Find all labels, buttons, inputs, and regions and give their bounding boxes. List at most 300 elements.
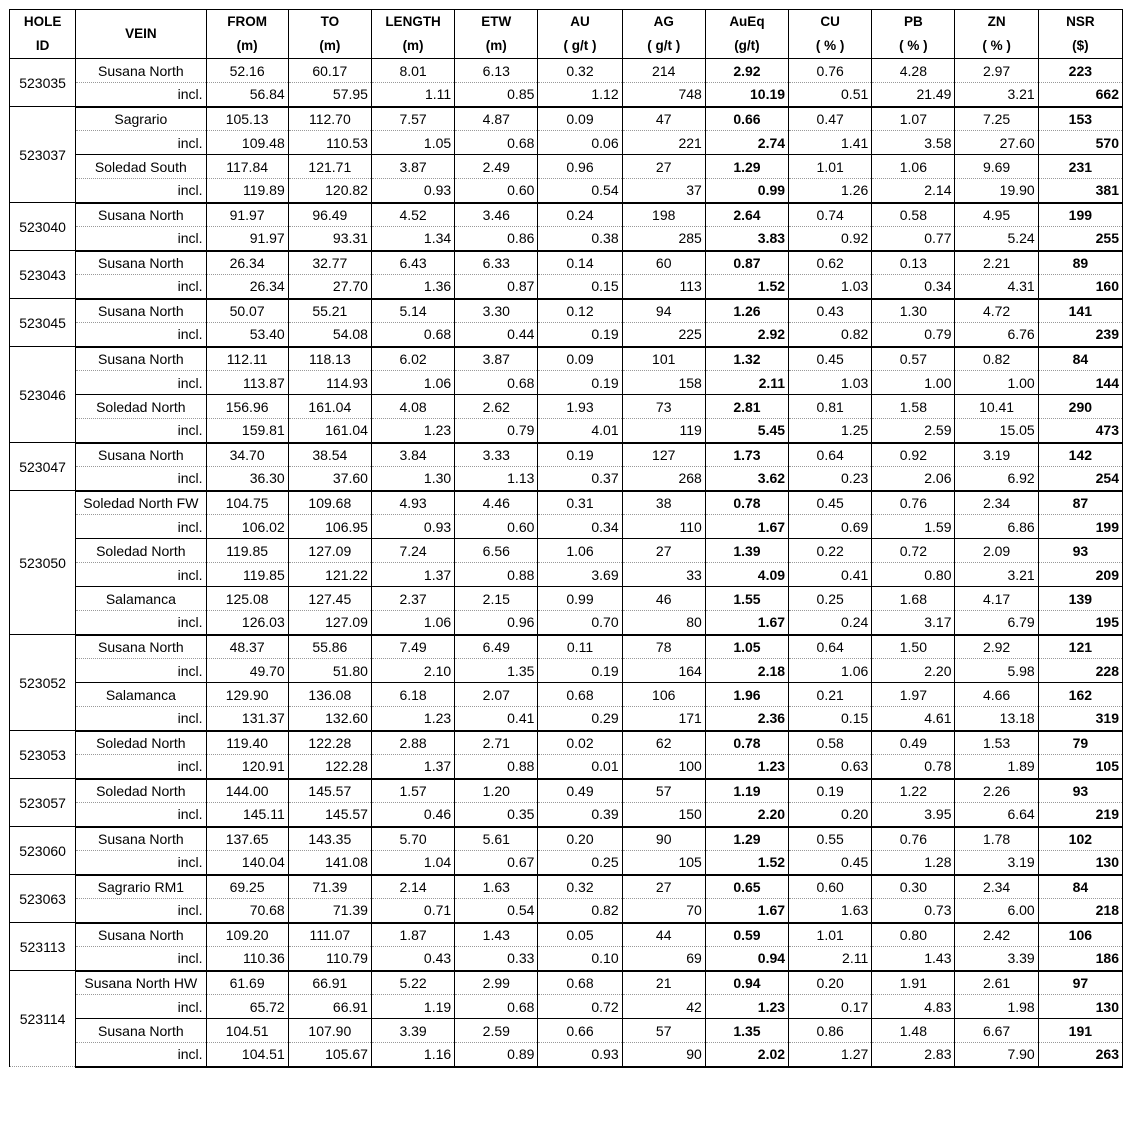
aueq-cell: 1.23	[705, 995, 788, 1019]
ag-cell: 164	[622, 659, 705, 683]
vein-cell: Soledad North	[76, 731, 206, 755]
to-cell: 38.54	[288, 443, 371, 467]
from-cell: 125.08	[206, 587, 288, 611]
nsr-cell: 290	[1038, 395, 1122, 419]
zn-cell: 1.53	[955, 731, 1038, 755]
header-nsr	[1038, 10, 1122, 59]
header-vein-label: VEIN	[125, 26, 157, 41]
table-row	[10, 755, 1123, 779]
hole-id-cell: 523057	[10, 779, 76, 827]
ag-cell: 69	[622, 947, 705, 971]
length-cell: 2.88	[371, 731, 454, 755]
vein-cell: incl.	[76, 995, 206, 1019]
nsr-cell: 84	[1038, 347, 1122, 371]
aueq-cell: 1.39	[705, 539, 788, 563]
table-row	[10, 323, 1123, 347]
table-row	[10, 899, 1123, 923]
from-cell: 137.65	[206, 827, 288, 851]
au-cell: 0.31	[538, 491, 622, 515]
ag-cell: 150	[622, 803, 705, 827]
etw-cell: 0.35	[455, 803, 538, 827]
zn-cell: 4.66	[955, 683, 1038, 707]
etw-cell: 3.30	[455, 299, 538, 323]
aueq-cell: 0.65	[705, 875, 788, 899]
table-row	[10, 947, 1123, 971]
zn-cell: 3.21	[955, 83, 1038, 107]
vein-cell: Susana North	[76, 299, 206, 323]
etw-cell: 2.99	[455, 971, 538, 995]
hole-id-cell: 523063	[10, 875, 76, 923]
from-cell: 104.51	[206, 1043, 288, 1067]
aueq-cell: 0.94	[705, 947, 788, 971]
au-cell: 0.09	[538, 347, 622, 371]
nsr-cell: 79	[1038, 731, 1122, 755]
cu-cell: 0.64	[789, 635, 872, 659]
header-au-label: AU	[570, 14, 590, 29]
pb-cell: 0.57	[872, 347, 955, 371]
ag-cell: 73	[622, 395, 705, 419]
au-cell: 0.19	[538, 323, 622, 347]
length-cell: 1.19	[371, 995, 454, 1019]
pb-cell: 1.48	[872, 1019, 955, 1043]
aueq-cell: 2.92	[705, 323, 788, 347]
from-cell: 49.70	[206, 659, 288, 683]
pb-cell: 1.68	[872, 587, 955, 611]
cu-cell: 0.63	[789, 755, 872, 779]
length-cell: 1.16	[371, 1043, 454, 1067]
aueq-cell: 1.19	[705, 779, 788, 803]
to-cell: 127.09	[288, 539, 371, 563]
nsr-cell: 662	[1038, 83, 1122, 107]
zn-cell: 10.41	[955, 395, 1038, 419]
zn-cell: 3.21	[955, 563, 1038, 587]
cu-cell: 0.81	[789, 395, 872, 419]
table-row	[10, 779, 1123, 803]
to-cell: 54.08	[288, 323, 371, 347]
length-cell: 1.05	[371, 131, 454, 155]
zn-cell: 5.98	[955, 659, 1038, 683]
aueq-cell: 1.35	[705, 1019, 788, 1043]
header-length-unit: (m)	[402, 38, 424, 53]
zn-cell: 9.69	[955, 155, 1038, 179]
hole-id-cell: 523043	[10, 251, 76, 299]
length-cell: 5.14	[371, 299, 454, 323]
ag-cell: 21	[622, 971, 705, 995]
cu-cell: 1.03	[789, 275, 872, 299]
ag-cell: 27	[622, 155, 705, 179]
hole-id-cell: 523060	[10, 827, 76, 875]
from-cell: 70.68	[206, 899, 288, 923]
from-cell: 113.87	[206, 371, 288, 395]
nsr-cell: 160	[1038, 275, 1122, 299]
aueq-cell: 1.67	[705, 899, 788, 923]
vein-cell: incl.	[76, 659, 206, 683]
aueq-cell: 0.94	[705, 971, 788, 995]
from-cell: 126.03	[206, 611, 288, 635]
vein-cell: Susana North HW	[76, 971, 206, 995]
cu-cell: 0.55	[789, 827, 872, 851]
vein-cell: Susana North	[76, 1019, 206, 1043]
header-etw-label: ETW	[481, 14, 512, 29]
etw-cell: 0.88	[455, 563, 538, 587]
etw-cell: 5.61	[455, 827, 538, 851]
from-cell: 119.85	[206, 563, 288, 587]
table-row	[10, 179, 1123, 203]
zn-cell: 3.19	[955, 443, 1038, 467]
table-row	[10, 347, 1123, 371]
table-row	[10, 227, 1123, 251]
etw-cell: 0.87	[455, 275, 538, 299]
cu-cell: 1.01	[789, 923, 872, 947]
ag-cell: 37	[622, 179, 705, 203]
au-cell: 0.32	[538, 59, 622, 83]
ag-cell: 221	[622, 131, 705, 155]
to-cell: 55.21	[288, 299, 371, 323]
cu-cell: 2.11	[789, 947, 872, 971]
to-cell: 136.08	[288, 683, 371, 707]
length-cell: 1.23	[371, 419, 454, 443]
vein-cell: Susana North	[76, 923, 206, 947]
etw-cell: 6.56	[455, 539, 538, 563]
pb-cell: 0.92	[872, 443, 955, 467]
table-row	[10, 803, 1123, 827]
cu-cell: 0.15	[789, 707, 872, 731]
header-to-label: TO	[320, 14, 340, 29]
table-row	[10, 707, 1123, 731]
ag-cell: 90	[622, 1043, 705, 1067]
from-cell: 119.89	[206, 179, 288, 203]
etw-cell: 1.43	[455, 923, 538, 947]
aueq-cell: 1.29	[705, 827, 788, 851]
header-aueq	[705, 10, 788, 59]
aueq-cell: 2.74	[705, 131, 788, 155]
vein-cell: Soledad South	[76, 155, 206, 179]
au-cell: 0.12	[538, 299, 622, 323]
pb-cell: 0.72	[872, 539, 955, 563]
to-cell: 106.95	[288, 515, 371, 539]
table-row	[10, 659, 1123, 683]
au-cell: 0.20	[538, 827, 622, 851]
cu-cell: 1.06	[789, 659, 872, 683]
cu-cell: 0.17	[789, 995, 872, 1019]
header-au-unit: ( g/t )	[563, 38, 597, 53]
length-cell: 5.22	[371, 971, 454, 995]
au-cell: 1.93	[538, 395, 622, 419]
nsr-cell: 209	[1038, 563, 1122, 587]
drill-results-table	[9, 9, 1123, 1068]
zn-cell: 2.97	[955, 59, 1038, 83]
cu-cell: 0.22	[789, 539, 872, 563]
zn-cell: 3.19	[955, 851, 1038, 875]
etw-cell: 1.20	[455, 779, 538, 803]
zn-cell: 6.64	[955, 803, 1038, 827]
nsr-cell: 191	[1038, 1019, 1122, 1043]
cu-cell: 0.24	[789, 611, 872, 635]
nsr-cell: 223	[1038, 59, 1122, 83]
from-cell: 131.37	[206, 707, 288, 731]
zn-cell: 13.18	[955, 707, 1038, 731]
zn-cell: 4.72	[955, 299, 1038, 323]
cu-cell: 1.25	[789, 419, 872, 443]
aueq-cell: 1.52	[705, 275, 788, 299]
to-cell: 71.39	[288, 875, 371, 899]
cu-cell: 0.92	[789, 227, 872, 251]
zn-cell: 6.67	[955, 1019, 1038, 1043]
aueq-cell: 1.23	[705, 755, 788, 779]
ag-cell: 90	[622, 827, 705, 851]
cu-cell: 0.62	[789, 251, 872, 275]
nsr-cell: 381	[1038, 179, 1122, 203]
au-cell: 0.09	[538, 107, 622, 131]
from-cell: 53.40	[206, 323, 288, 347]
etw-cell: 4.46	[455, 491, 538, 515]
ag-cell: 27	[622, 875, 705, 899]
etw-cell: 6.33	[455, 251, 538, 275]
vein-cell: Salamanca	[76, 587, 206, 611]
header-aueq-label: AuEq	[729, 14, 765, 29]
length-cell: 1.11	[371, 83, 454, 107]
zn-cell: 6.86	[955, 515, 1038, 539]
etw-cell: 6.13	[455, 59, 538, 83]
etw-cell: 0.68	[455, 995, 538, 1019]
ag-cell: 748	[622, 83, 705, 107]
length-cell: 1.06	[371, 611, 454, 635]
length-cell: 4.52	[371, 203, 454, 227]
etw-cell: 1.13	[455, 467, 538, 491]
ag-cell: 101	[622, 347, 705, 371]
nsr-cell: 199	[1038, 515, 1122, 539]
to-cell: 32.77	[288, 251, 371, 275]
etw-cell: 0.60	[455, 515, 538, 539]
cu-cell: 0.82	[789, 323, 872, 347]
vein-cell: Sagrario RM1	[76, 875, 206, 899]
table-row	[10, 851, 1123, 875]
pb-cell: 3.58	[872, 131, 955, 155]
header-from	[206, 10, 288, 59]
vein-cell: incl.	[76, 419, 206, 443]
pb-cell: 0.34	[872, 275, 955, 299]
table-row	[10, 515, 1123, 539]
pb-cell: 1.59	[872, 515, 955, 539]
zn-cell: 3.39	[955, 947, 1038, 971]
cu-cell: 0.45	[789, 347, 872, 371]
aueq-cell: 2.11	[705, 371, 788, 395]
pb-cell: 1.22	[872, 779, 955, 803]
length-cell: 1.57	[371, 779, 454, 803]
zn-cell: 2.09	[955, 539, 1038, 563]
au-cell: 0.68	[538, 971, 622, 995]
zn-cell: 4.31	[955, 275, 1038, 299]
to-cell: 161.04	[288, 395, 371, 419]
aueq-cell: 5.45	[705, 419, 788, 443]
vein-cell: Soledad North	[76, 395, 206, 419]
cu-cell: 1.41	[789, 131, 872, 155]
table-row	[10, 443, 1123, 467]
pb-cell: 1.50	[872, 635, 955, 659]
length-cell: 1.37	[371, 755, 454, 779]
length-cell: 6.02	[371, 347, 454, 371]
aueq-cell: 1.05	[705, 635, 788, 659]
vein-cell: incl.	[76, 515, 206, 539]
to-cell: 145.57	[288, 803, 371, 827]
ag-cell: 94	[622, 299, 705, 323]
nsr-cell: 162	[1038, 683, 1122, 707]
from-cell: 159.81	[206, 419, 288, 443]
length-cell: 0.93	[371, 179, 454, 203]
table-row	[10, 371, 1123, 395]
cu-cell: 0.45	[789, 491, 872, 515]
table-row	[10, 491, 1123, 515]
vein-cell: incl.	[76, 851, 206, 875]
table-body	[10, 59, 1123, 1067]
vein-cell: Susana North	[76, 251, 206, 275]
hole-id-cell: 523047	[10, 443, 76, 491]
etw-cell: 1.35	[455, 659, 538, 683]
nsr-cell: 141	[1038, 299, 1122, 323]
pb-cell: 4.61	[872, 707, 955, 731]
table-row	[10, 131, 1123, 155]
au-cell: 0.70	[538, 611, 622, 635]
vein-cell: incl.	[76, 611, 206, 635]
table-row	[10, 683, 1123, 707]
from-cell: 48.37	[206, 635, 288, 659]
vein-cell: Soledad North	[76, 779, 206, 803]
aueq-cell: 2.92	[705, 59, 788, 83]
table-row	[10, 107, 1123, 131]
to-cell: 93.31	[288, 227, 371, 251]
zn-cell: 7.25	[955, 107, 1038, 131]
zn-cell: 6.00	[955, 899, 1038, 923]
au-cell: 0.15	[538, 275, 622, 299]
nsr-cell: 106	[1038, 923, 1122, 947]
pb-cell: 0.58	[872, 203, 955, 227]
from-cell: 36.30	[206, 467, 288, 491]
header-from-unit: (m)	[236, 38, 258, 53]
cu-cell: 1.63	[789, 899, 872, 923]
vein-cell: Salamanca	[76, 683, 206, 707]
ag-cell: 62	[622, 731, 705, 755]
au-cell: 0.49	[538, 779, 622, 803]
zn-cell: 2.92	[955, 635, 1038, 659]
aueq-cell: 1.67	[705, 611, 788, 635]
nsr-cell: 93	[1038, 539, 1122, 563]
nsr-cell: 93	[1038, 779, 1122, 803]
to-cell: 127.45	[288, 587, 371, 611]
length-cell: 3.84	[371, 443, 454, 467]
etw-cell: 0.96	[455, 611, 538, 635]
length-cell: 5.70	[371, 827, 454, 851]
au-cell: 0.29	[538, 707, 622, 731]
to-cell: 107.90	[288, 1019, 371, 1043]
au-cell: 0.66	[538, 1019, 622, 1043]
au-cell: 0.19	[538, 659, 622, 683]
au-cell: 0.39	[538, 803, 622, 827]
pb-cell: 0.73	[872, 899, 955, 923]
cu-cell: 0.23	[789, 467, 872, 491]
length-cell: 6.43	[371, 251, 454, 275]
aueq-cell: 10.19	[705, 83, 788, 107]
header-nsr-unit: ($)	[1072, 38, 1089, 53]
from-cell: 119.85	[206, 539, 288, 563]
to-cell: 66.91	[288, 971, 371, 995]
au-cell: 3.69	[538, 563, 622, 587]
pb-cell: 0.79	[872, 323, 955, 347]
to-cell: 161.04	[288, 419, 371, 443]
length-cell: 1.34	[371, 227, 454, 251]
etw-cell: 0.54	[455, 899, 538, 923]
ag-cell: 113	[622, 275, 705, 299]
table-row	[10, 467, 1123, 491]
length-cell: 8.01	[371, 59, 454, 83]
ag-cell: 70	[622, 899, 705, 923]
hole-id-cell: 523114	[10, 971, 76, 1067]
etw-cell: 0.68	[455, 371, 538, 395]
length-cell: 0.68	[371, 323, 454, 347]
au-cell: 0.54	[538, 179, 622, 203]
pb-cell: 4.83	[872, 995, 955, 1019]
pb-cell: 0.30	[872, 875, 955, 899]
table-header	[10, 10, 1123, 59]
etw-cell: 0.68	[455, 131, 538, 155]
length-cell: 6.18	[371, 683, 454, 707]
pb-cell: 1.07	[872, 107, 955, 131]
vein-cell: incl.	[76, 563, 206, 587]
to-cell: 121.71	[288, 155, 371, 179]
hole-id-cell: 523052	[10, 635, 76, 731]
etw-cell: 2.59	[455, 1019, 538, 1043]
cu-cell: 0.64	[789, 443, 872, 467]
length-cell: 3.39	[371, 1019, 454, 1043]
from-cell: 117.84	[206, 155, 288, 179]
nsr-cell: 153	[1038, 107, 1122, 131]
nsr-cell: 231	[1038, 155, 1122, 179]
length-cell: 7.49	[371, 635, 454, 659]
header-ag-unit: ( g/t )	[647, 38, 681, 53]
length-cell: 1.36	[371, 275, 454, 299]
to-cell: 120.82	[288, 179, 371, 203]
ag-cell: 44	[622, 923, 705, 947]
pb-cell: 0.76	[872, 491, 955, 515]
etw-cell: 3.46	[455, 203, 538, 227]
au-cell: 0.34	[538, 515, 622, 539]
etw-cell: 0.67	[455, 851, 538, 875]
cu-cell: 0.20	[789, 971, 872, 995]
length-cell: 0.71	[371, 899, 454, 923]
hole-id-cell: 523035	[10, 59, 76, 107]
aueq-cell: 2.81	[705, 395, 788, 419]
header-cu-unit: ( % )	[815, 38, 845, 53]
vein-cell: incl.	[76, 899, 206, 923]
header-zn	[955, 10, 1038, 59]
from-cell: 104.75	[206, 491, 288, 515]
to-cell: 141.08	[288, 851, 371, 875]
length-cell: 1.06	[371, 371, 454, 395]
au-cell: 0.96	[538, 155, 622, 179]
header-au	[538, 10, 622, 59]
aueq-cell: 1.32	[705, 347, 788, 371]
to-cell: 110.79	[288, 947, 371, 971]
table-row	[10, 395, 1123, 419]
vein-cell: incl.	[76, 227, 206, 251]
table-row	[10, 1019, 1123, 1043]
ag-cell: 33	[622, 563, 705, 587]
nsr-cell: 89	[1038, 251, 1122, 275]
aueq-cell: 1.26	[705, 299, 788, 323]
vein-cell: incl.	[76, 131, 206, 155]
from-cell: 56.84	[206, 83, 288, 107]
to-cell: 132.60	[288, 707, 371, 731]
header-length-label: LENGTH	[385, 14, 441, 29]
